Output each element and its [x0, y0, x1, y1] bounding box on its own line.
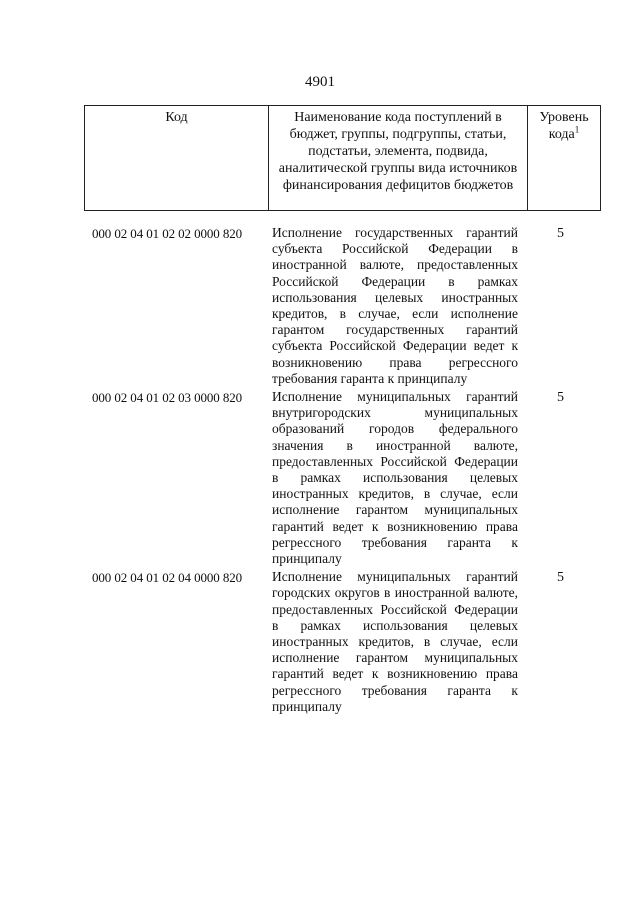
row-level: 5: [557, 226, 564, 241]
header-level: [528, 106, 600, 210]
table-row: [92, 225, 592, 387]
header-code: Код: [85, 106, 269, 210]
footnote-marker: 1: [574, 124, 580, 135]
row-code: 000 02 04 01 02 02 0000 820: [92, 226, 243, 241]
row-code: 000 02 04 01 02 04 0000 820: [92, 570, 243, 586]
header-level-label: Уровень кода: [539, 110, 589, 142]
row-description: Исполнение муниципальных гарантий внутригородских муниципальных образований городов федерального значения в иностранной валюте, предоставленных Российской Федерации в рамках использования целевых иностранных кредитов, в случае, если исполнение гарантом муниципальных гарантий ведет к возникновению права регрессного требования гаранта к принципалу: [272, 389, 518, 567]
row-level: 5: [557, 570, 564, 586]
row-description: Исполнение муниципальных гарантий городских округов в иностранной валюте, предоставленных Российской Федерации в рамках использования целевых иностранных кредитов, в случае, если исполнение гарантом муниципальных гарантий ведет к возникновению права регрессного требования гаранта к принципалу: [272, 569, 518, 714]
table-header: [84, 105, 601, 211]
table-row: [92, 389, 592, 567]
header-name: Наименование кода поступлений в бюджет, группы, подгруппы, статьи, подстатьи, элемента, подвида, аналитической группы вида источников финансирования дефицитов бюджетов: [269, 106, 528, 210]
row-level: 5: [557, 390, 564, 406]
row-code: 000 02 04 01 02 03 0000 820: [92, 390, 243, 406]
page-number: 4901: [305, 74, 335, 90]
table-body: [92, 225, 592, 717]
table-row: [92, 569, 592, 715]
row-description: Исполнение государственных гарантий субъекта Российской Федерации в иностранной валюте, предоставленных Российской Федерации в рамках использования целевых иностранных кредитов, в случае, если исполнение гарантом государственных гарантий субъекта Российской Федерации ведет к возникновению права регрессного требования гаранта к принципалу: [272, 225, 518, 386]
